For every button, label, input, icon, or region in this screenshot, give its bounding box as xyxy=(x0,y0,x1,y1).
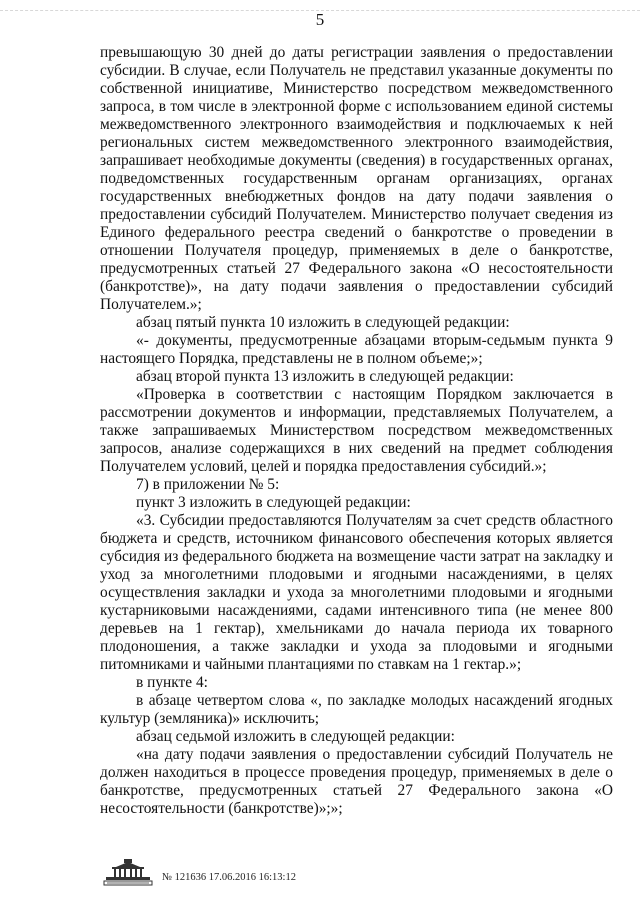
paragraph-amendment-item-10: абзац пятый пункта 10 изложить в следующей редакции: xyxy=(136,314,510,331)
paragraph-quote-abzac-7: «на дату подачи заявления о предоставлении субсидий Получатель не должен находиться в процессе проведения процедур, применяемых в деле о банкротстве, предусмотренных статьей 27 Федерального закона «О несостоятельности (банкротстве)»;»; xyxy=(100,746,613,817)
page-number: 5 xyxy=(315,10,325,29)
paragraph-quote-point-3: «3. Субсидии предоставляются Получателям за счет средств областного бюджета и средств, источником финансового обеспечения которых является субсидия из федерального бюджета на возмещение части затрат на закладку и уход за многолетними плодовыми и ягодными насаждениями, в целях осуществления закладки и ухода за многолетними плодовыми и ягодными кустарниковыми насаждениями, садами интенсивного типа (не менее 800 деревьев на 1 гектар), хмельниками до начала периода их товарного плодоношения, а также закладки и ухода за плодовыми и ягодными питомниками и чайными плантациями по ставкам на 1 гектар.»; xyxy=(100,512,613,673)
registration-stamp: № 121636 17.06.2016 16:13:12 xyxy=(162,872,296,883)
footer xyxy=(102,858,502,888)
paragraph-point-4: в пункте 4: xyxy=(136,674,208,691)
paragraph-abzac-4: в абзаце четвертом слова «, по закладке молодых насаждений ягодных культур (земляника)» исключить; xyxy=(100,692,613,727)
paragraph-quote-item-10: «- документы, предусмотренные абзацами вторым-седьмым пункта 9 настоящего Порядка, представлены не в полном объеме;»; xyxy=(100,332,613,367)
government-building-logo-icon xyxy=(102,858,154,886)
document-body xyxy=(100,44,613,818)
paragraph-amendment-item-13: абзац второй пункта 13 изложить в следующей редакции: xyxy=(136,368,514,385)
paragraph-appendix-5: 7) в приложении № 5: xyxy=(136,476,280,493)
paragraph-amendment-point-3: пункт 3 изложить в следующей редакции: xyxy=(136,494,411,511)
paragraph-continuation: превышающую 30 дней до даты регистрации заявления о предоставлении субсидии. В случае, если Получатель не представил указанные документы по собственной инициативе, Министерство посредством межведомственного запроса, в том числе в электронной форме с использованием единой системы межведомственного электронного взаимодействия и подключаемых к ней региональных систем межведомственного электронного взаимодействия, запрашивает необходимые документы (сведения) в государственных органах, подведомственных государственным органам организациях, органах государственных внебюджетных фондов на дату подачи заявления о предоставлении субсидий Получателем. Министерство получает сведения из Единого федерального реестра сведений о банкротстве о проведении в отношении Получателя процедур, применяемых в деле о банкротстве, предусмотренных статьей 27 Федерального закона «О несостоятельности (банкротстве)», на дату подачи заявления о предоставлении субсидий Получателем.»; xyxy=(100,44,613,313)
paragraph-quote-item-13: «Проверка в соответствии с настоящим Порядком заключается в рассмотрении документов и информации, представляемых Получателем, а также запрашиваемых Министерством посредством межведомственных запросов, анализе содержащихся в них сведений на предмет соблюдения Получателем условий, целей и порядка предоставления субсидий.»; xyxy=(100,386,613,475)
paragraph-abzac-7: абзац седьмой изложить в следующей редакции: xyxy=(136,728,455,745)
